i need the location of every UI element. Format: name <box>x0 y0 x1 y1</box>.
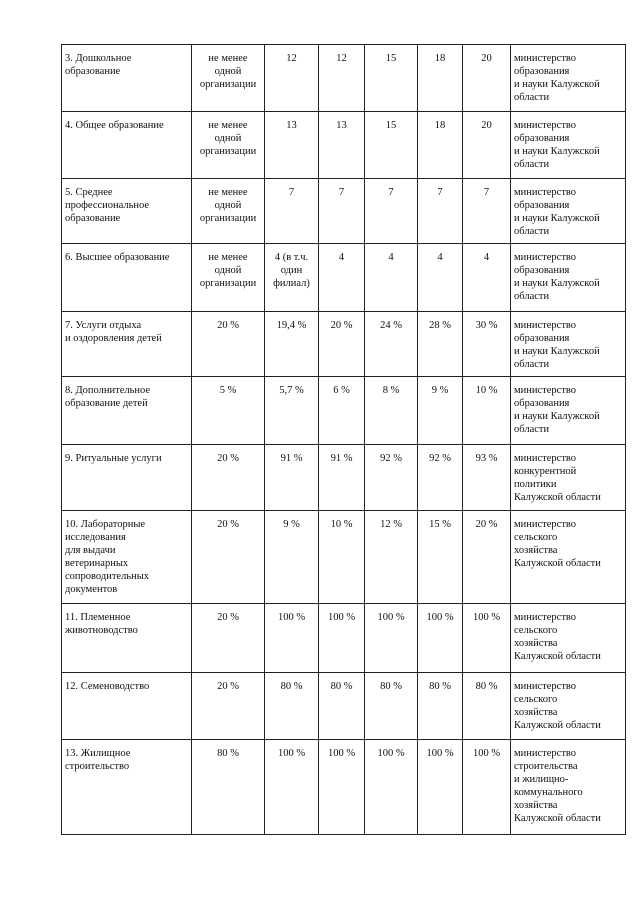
value-year-3: 92 % <box>365 445 418 511</box>
responsible-ministry: министерство образования и науки Калужской области <box>511 244 626 312</box>
value-year-5: 93 % <box>463 445 511 511</box>
market-name: 9. Ритуальные услуги <box>62 445 192 511</box>
target-value: не менее одной организации <box>192 179 265 244</box>
value-year-4: 18 <box>418 112 463 179</box>
value-year-5: 100 % <box>463 604 511 673</box>
value-year-2: 10 % <box>319 511 365 604</box>
responsible-ministry: министерство образования и науки Калужской области <box>511 45 626 112</box>
value-year-2: 20 % <box>319 312 365 377</box>
responsible-ministry: министерство образования и науки Калужской области <box>511 179 626 244</box>
table-row <box>62 244 626 312</box>
table-row <box>62 511 626 604</box>
value-year-2: 100 % <box>319 604 365 673</box>
responsible-ministry: министерство образования и науки Калужской области <box>511 377 626 445</box>
table-row <box>62 604 626 673</box>
responsible-ministry: министерство образования и науки Калужской области <box>511 112 626 179</box>
market-name: 8. Дополнительное образование детей <box>62 377 192 445</box>
target-value: 20 % <box>192 445 265 511</box>
target-value: 20 % <box>192 673 265 740</box>
value-year-5: 20 % <box>463 511 511 604</box>
table-row <box>62 45 626 112</box>
value-year-3: 8 % <box>365 377 418 445</box>
table-row <box>62 112 626 179</box>
value-year-3: 100 % <box>365 604 418 673</box>
value-year-4: 18 <box>418 45 463 112</box>
table-row <box>62 445 626 511</box>
table-row <box>62 377 626 445</box>
value-year-4: 100 % <box>418 604 463 673</box>
value-year-4: 92 % <box>418 445 463 511</box>
value-year-3: 100 % <box>365 740 418 835</box>
table-row <box>62 740 626 835</box>
target-value: не менее одной организации <box>192 244 265 312</box>
value-year-1: 4 (в т.ч. один филиал) <box>265 244 319 312</box>
value-year-5: 20 <box>463 112 511 179</box>
responsible-ministry: министерство сельского хозяйства Калужской области <box>511 511 626 604</box>
value-year-3: 15 <box>365 45 418 112</box>
value-year-3: 7 <box>365 179 418 244</box>
target-value: 5 % <box>192 377 265 445</box>
value-year-5: 100 % <box>463 740 511 835</box>
value-year-4: 4 <box>418 244 463 312</box>
value-year-4: 28 % <box>418 312 463 377</box>
responsible-ministry: министерство сельского хозяйства Калужской области <box>511 604 626 673</box>
market-name: 12. Семеноводство <box>62 673 192 740</box>
value-year-3: 12 % <box>365 511 418 604</box>
market-name: 3. Дошкольное образование <box>62 45 192 112</box>
table-row <box>62 673 626 740</box>
market-indicators-table <box>61 44 626 835</box>
value-year-1: 100 % <box>265 604 319 673</box>
value-year-1: 7 <box>265 179 319 244</box>
value-year-2: 80 % <box>319 673 365 740</box>
responsible-ministry: министерство сельского хозяйства Калужской области <box>511 673 626 740</box>
market-name: 11. Племенное животноводство <box>62 604 192 673</box>
responsible-ministry: министерство образования и науки Калужской области <box>511 312 626 377</box>
market-name: 4. Общее образование <box>62 112 192 179</box>
value-year-2: 91 % <box>319 445 365 511</box>
market-name: 10. Лабораторные исследования для выдачи ветеринарных сопроводительных документов <box>62 511 192 604</box>
target-value: не менее одной организации <box>192 45 265 112</box>
value-year-5: 80 % <box>463 673 511 740</box>
target-value: 20 % <box>192 511 265 604</box>
value-year-4: 80 % <box>418 673 463 740</box>
value-year-1: 13 <box>265 112 319 179</box>
responsible-ministry: министерство строительства и жилищно- коммунального хозяйства Калужской области <box>511 740 626 835</box>
value-year-1: 19,4 % <box>265 312 319 377</box>
table-row <box>62 179 626 244</box>
market-name: 6. Высшее образование <box>62 244 192 312</box>
market-name: 5. Среднее профессиональное образование <box>62 179 192 244</box>
value-year-1: 12 <box>265 45 319 112</box>
value-year-1: 100 % <box>265 740 319 835</box>
value-year-4: 7 <box>418 179 463 244</box>
value-year-5: 4 <box>463 244 511 312</box>
value-year-3: 4 <box>365 244 418 312</box>
target-value: 20 % <box>192 604 265 673</box>
value-year-5: 7 <box>463 179 511 244</box>
value-year-2: 7 <box>319 179 365 244</box>
value-year-4: 15 % <box>418 511 463 604</box>
value-year-2: 6 % <box>319 377 365 445</box>
responsible-ministry: министерство конкурентной политики Калужской области <box>511 445 626 511</box>
value-year-2: 12 <box>319 45 365 112</box>
value-year-2: 100 % <box>319 740 365 835</box>
value-year-3: 15 <box>365 112 418 179</box>
value-year-1: 9 % <box>265 511 319 604</box>
value-year-2: 4 <box>319 244 365 312</box>
value-year-1: 80 % <box>265 673 319 740</box>
value-year-1: 91 % <box>265 445 319 511</box>
value-year-5: 10 % <box>463 377 511 445</box>
value-year-3: 24 % <box>365 312 418 377</box>
value-year-5: 30 % <box>463 312 511 377</box>
market-name: 7. Услуги отдыха и оздоровления детей <box>62 312 192 377</box>
value-year-1: 5,7 % <box>265 377 319 445</box>
value-year-3: 80 % <box>365 673 418 740</box>
market-name: 13. Жилищное строительство <box>62 740 192 835</box>
target-value: 20 % <box>192 312 265 377</box>
value-year-4: 9 % <box>418 377 463 445</box>
value-year-4: 100 % <box>418 740 463 835</box>
table-row <box>62 312 626 377</box>
target-value: 80 % <box>192 740 265 835</box>
target-value: не менее одной организации <box>192 112 265 179</box>
value-year-5: 20 <box>463 45 511 112</box>
value-year-2: 13 <box>319 112 365 179</box>
